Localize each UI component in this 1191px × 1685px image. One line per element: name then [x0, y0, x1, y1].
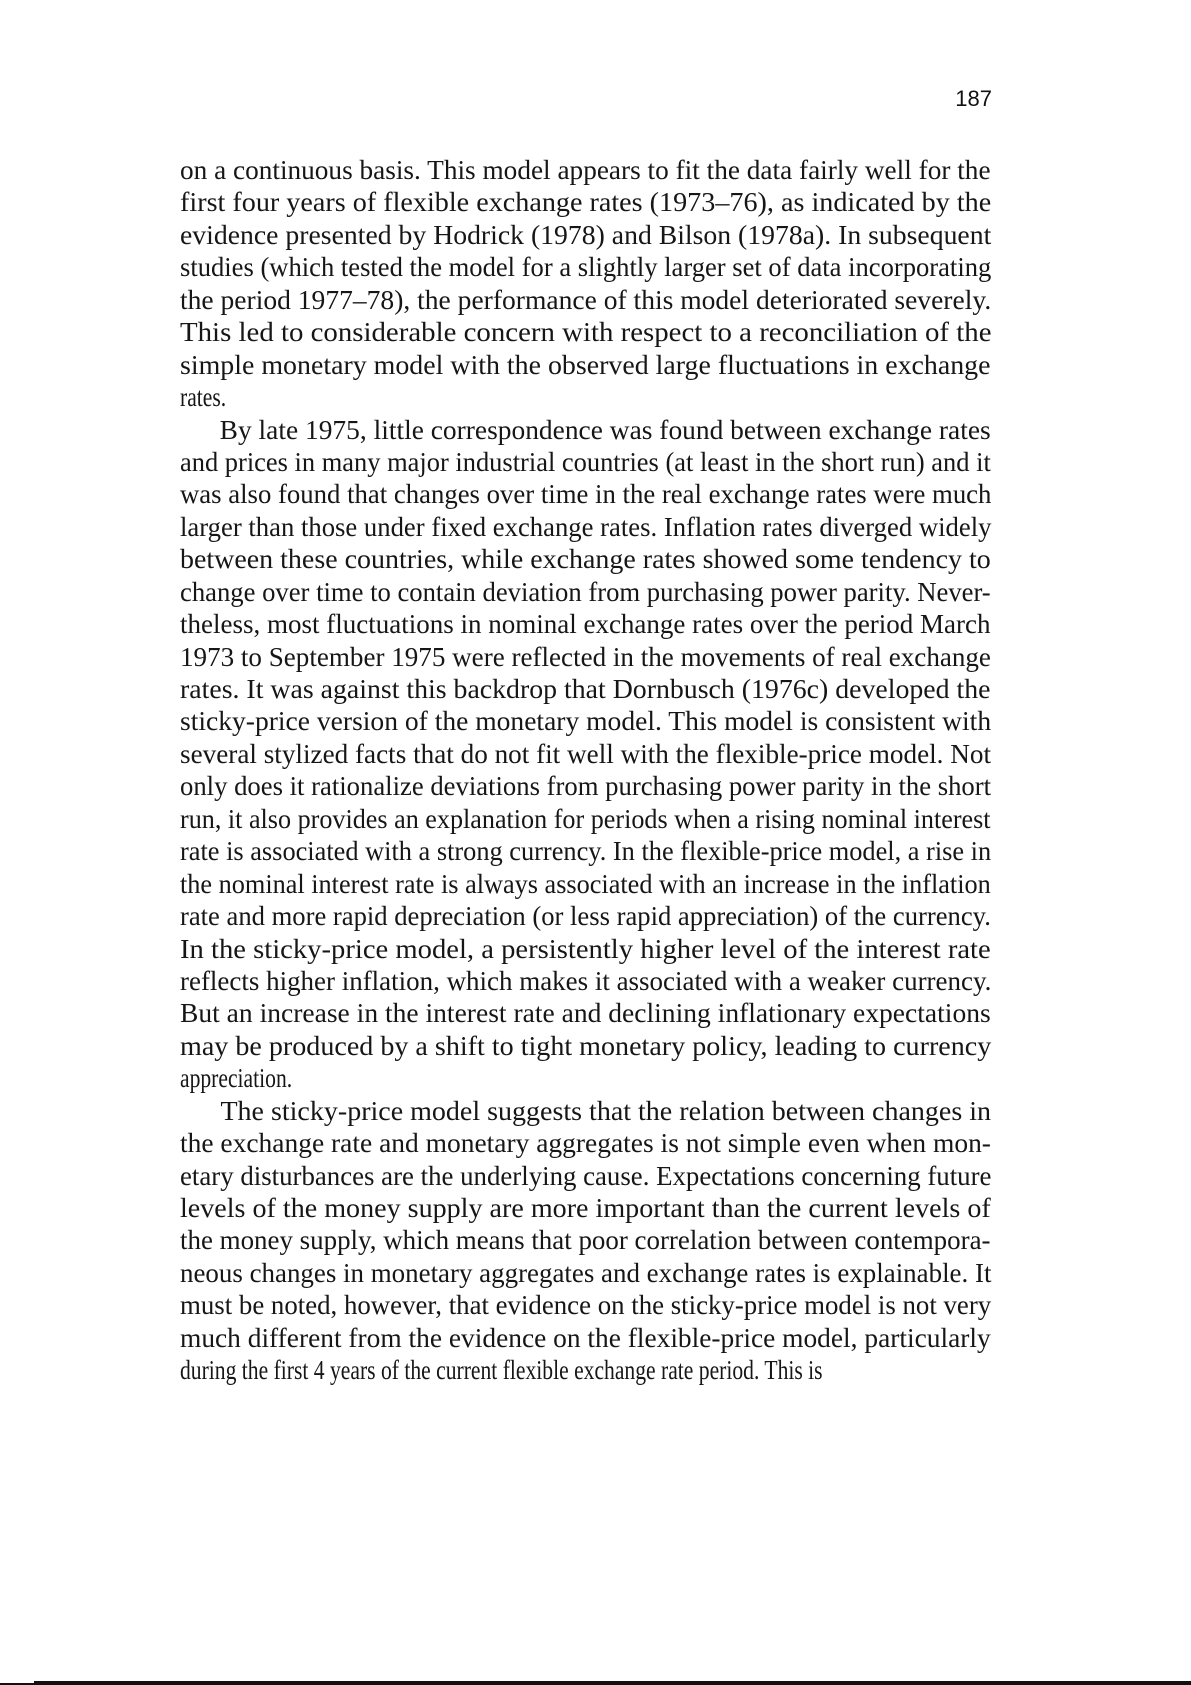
- text-line: In the sticky-price model, a persistently higher level of the interest rate: [180, 933, 991, 964]
- text-line: the money supply, which means that poor correlation between contempora-: [180, 1225, 991, 1256]
- text-line: But an increase in the interest rate and declining inflationary expectations: [180, 998, 991, 1029]
- paragraph-3: [180, 1095, 991, 1387]
- text-line: run, it also provides an explanation for periods when a rising nominal interest: [180, 803, 991, 834]
- body-text: [180, 154, 991, 1387]
- text-line: and prices in many major industrial countries (at least in the short run) and it: [180, 446, 991, 477]
- text-line: simple monetary model with the observed large fluctuations in exchange: [180, 349, 991, 380]
- text-line: larger than those under fixed exchange rates. Inflation rates diverged widely: [180, 511, 992, 542]
- text-line: The sticky-price model suggests that the relation between changes in: [220, 1095, 992, 1126]
- text-line: neous changes in monetary aggregates and exchange rates is explainable. It: [180, 1257, 992, 1288]
- text-line: etary disturbances are the underlying cause. Expectations concerning future: [180, 1160, 992, 1191]
- paragraph-1: [180, 154, 991, 414]
- text-line: reflects higher inflation, which makes it associated with a weaker currency.: [180, 965, 992, 996]
- text-line: first four years of flexible exchange rates (1973–76), as indicated by the: [180, 187, 992, 218]
- text-line: between these countries, while exchange rates showed some tendency to: [180, 544, 991, 575]
- text-line: By late 1975, little correspondence was found between exchange rates: [219, 414, 991, 445]
- text-line: several stylized facts that do not fit well with the flexible-price model. Not: [180, 738, 992, 769]
- text-line: rates.: [180, 382, 227, 413]
- bottom-edge-rule: [34, 1681, 1191, 1685]
- text-line: theless, most fluctuations in nominal exchange rates over the period March: [180, 609, 991, 640]
- text-line: This led to considerable concern with respect to a reconciliation of the: [180, 317, 992, 348]
- text-line: may be produced by a shift to tight monetary policy, leading to currency: [180, 1030, 992, 1061]
- text-line: must be noted, however, that evidence on the sticky-price model is not very: [180, 1290, 992, 1321]
- text-line: rate is associated with a strong currency. In the flexible-price model, a rise in: [180, 836, 992, 867]
- text-line: was also found that changes over time in the real exchange rates were much: [180, 479, 992, 510]
- text-line: 1973 to September 1975 were reflected in the movements of real exchange: [180, 641, 991, 672]
- text-line: on a continuous basis. This model appears to fit the data fairly well for the: [180, 155, 991, 185]
- text-line: evidence presented by Hodrick (1978) and Bilson (1978a). In subsequent: [180, 219, 992, 250]
- text-line: during the first 4 years of the current flexible exchange rate period. This is: [180, 1355, 823, 1386]
- text-line: only does it rationalize deviations from purchasing power parity in the short: [180, 771, 992, 802]
- text-line: the period 1977–78), the performance of this model deteriorated severely.: [180, 284, 992, 315]
- text-line: the exchange rate and monetary aggregates is not simple even when mon-: [180, 1128, 991, 1159]
- text-line: studies (which tested the model for a slightly larger set of data incorporating: [180, 252, 992, 283]
- text-line: change over time to contain deviation from purchasing power parity. Never-: [180, 576, 991, 607]
- text-line: the nominal interest rate is always associated with an increase in the inflation: [180, 868, 991, 899]
- text-line: rates. It was against this backdrop that Dornbusch (1976c) developed the: [180, 674, 991, 704]
- text-line: much different from the evidence on the flexible-price model, particularly: [180, 1322, 991, 1353]
- text-line: sticky-price version of the monetary model. This model is consistent with: [180, 706, 992, 737]
- text-line: appreciation.: [180, 1063, 293, 1094]
- text-line: rate and more rapid depreciation (or less rapid appreciation) of the currency.: [180, 901, 991, 932]
- text-line: levels of the money supply are more important than the current levels of: [180, 1193, 991, 1223]
- paragraph-2: [180, 414, 991, 1095]
- page-number: 187: [955, 86, 992, 111]
